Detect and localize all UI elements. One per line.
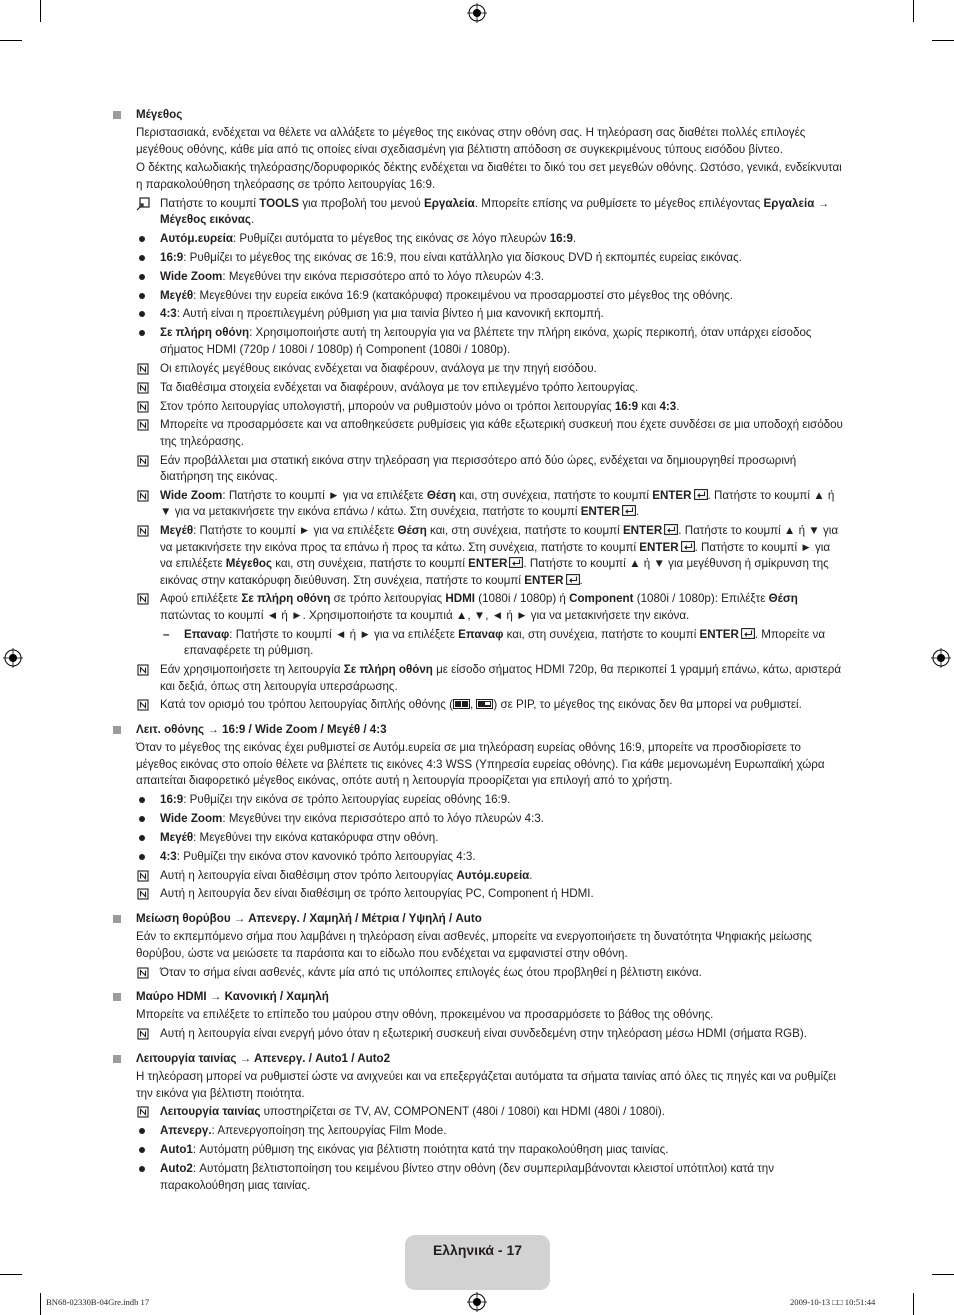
text-run: . Πατήστε το κουμπί ► για να επιλέξετε (160, 540, 831, 571)
note-icon (137, 382, 149, 394)
bullet-item (113, 231, 845, 247)
text-run: . (579, 573, 583, 587)
section-heading-text: Μέγεθος (136, 108, 183, 121)
section-heading-text: Μαύρο HDMI → Κανονική / Χαμηλή (136, 990, 329, 1003)
text-run: : Ρυθμίζει την εικόνα στον κανονικό τρόπο λειτουργίας 4:3. (176, 849, 476, 863)
section-heading (113, 107, 845, 123)
section-heading (113, 911, 845, 927)
manual-content (113, 107, 845, 1194)
crop-mark (932, 40, 954, 41)
bold-term: Λειτουργία ταινίας (160, 1105, 261, 1119)
note-item (113, 1104, 845, 1120)
dash-marker-icon: – (163, 627, 170, 641)
text-run: Κατά τον ορισμό του τρόπου λειτουργίας διπλής οθόνης ( (160, 698, 453, 712)
text-run: . (676, 399, 680, 413)
body-paragraph: Όταν το μέγεθος της εικόνας έχει ρυθμιστεί σε Αυτόμ.ευρεία σε μια τηλεόραση ευρείας οθόνης 16:9, μπορείτε να προσδιορίσετε το μέγεθος εικόνας στο οποίο θέλετε να βλέπετε τις εικόνες 4:3 WSS (Υπηρεσία ευρείας οθόνης). Για κάθε μεμονωμένη Ευρωπαϊκή χώρα απαιτείται διαφορετικό μέγεθος εικόνας, οπότε αυτή η λειτουργία προορίζεται για επιλογή από το χρήστη. (136, 741, 825, 788)
text-run: . (529, 868, 533, 882)
body-paragraph: Περιστασιακά, ενδέχεται να θέλετε να αλλάξετε το μέγεθος της εικόνας στην οθόνη σας. Η τηλεόραση σας διαθέτει πολλές επιλογές μεγέθους οθόνης, κάθε μία από τις οποίες είναι σχεδιασμένη για βέλτιστη απόδοση σε συγκεκριμένους τύπους εισόδου βίντεο. (136, 126, 806, 156)
text-run: . (572, 231, 577, 245)
note-icon (137, 699, 149, 711)
bold-term: Μεγέθ (160, 524, 194, 538)
text-run: και (638, 399, 660, 413)
bold-term: Auto1 (160, 1143, 193, 1157)
enter-icon (694, 489, 708, 500)
text-run: Αφού επιλέξετε (160, 592, 242, 606)
text-run: : Πατήστε το κουμπί ► για να επιλέξετε (193, 524, 398, 538)
text-run: . Πατήστε το κουμπί ▲ ή ▼ για να μετακινήσετε την εικόνα επάνω / κάτω. Στη συνέχεια, πατήστε το κουμπί (160, 489, 835, 519)
text-run: : Ρυθμίζει την εικόνα σε τρόπο λειτουργίας ευρείας οθόνης 16:9. (183, 792, 511, 806)
text-run: : Πατήστε το κουμπί ◄ ή ► για να επιλέξετε (229, 627, 459, 641)
text-run: Μπορείτε να προσαρμόσετε και να αποθηκεύσετε ρυθμίσεις για κάθε εξωτερική συσκευή που έχετε συνδέσει σε μια υποδοχή εισόδου της τηλεόρασης. (160, 418, 843, 448)
bold-term: Component (569, 592, 634, 606)
note-item (113, 965, 845, 981)
pip-inset-icon (476, 699, 493, 709)
text-run: Αυτή η λειτουργία είναι ενεργή μόνο όταν η εξωτερική συσκευή είναι συνδεδεμένη στην τηλεόραση μέσω HDMI (σήματα RGB). (160, 1027, 807, 1041)
bold-term: Θέση (768, 592, 798, 606)
text-run: : Ρυθμίζει το μέγεθος της εικόνας σε 16:9, που είναι κατάλληλο για δίσκους DVD ή εκπομπές ευρείας εικόνας. (183, 250, 742, 264)
text-run: και, στη συνέχεια, πατήστε το κουμπί (503, 627, 700, 641)
crop-mark (0, 40, 22, 41)
crop-mark (40, 1293, 41, 1315)
bold-term: ENTER (639, 540, 679, 554)
note-icon (137, 525, 149, 537)
text-run: : Απενεργοποίηση της λειτουργίας Film Mode. (211, 1124, 447, 1138)
enter-icon (681, 541, 695, 552)
registration-mark-icon (467, 3, 487, 23)
note-icon (137, 490, 149, 502)
bold-term: Σε πλήρη οθόνη (343, 663, 433, 677)
bullet-item (113, 849, 845, 865)
bold-term: 16:9 (160, 792, 184, 806)
bold-term: Θέση (426, 489, 457, 503)
bold-term: 16:9 (549, 231, 573, 245)
text-run: : Αυτόματη ρύθμιση της εικόνας για βέλτιστη ποιότητα κατά την παρακολούθηση μιας ταινίας. (192, 1143, 669, 1157)
text-run: : Μεγεθύνει την εικόνα κατακόρυφα στην οθόνη. (193, 830, 439, 844)
note-item (113, 1026, 845, 1042)
text-run: . Πατήστε το κουμπί ▲ ή ▼ για να μετακινήσετε την εικόνα προς τα επάνω ή προς τα κάτω. Στη συνέχεια, πατήστε το κουμπί (160, 524, 839, 554)
text-run: με είσοδο σήματος HDMI 720p, θα περικοπεί 1 γραμμή επάνω, κάτω, αριστερά και δεξιά, όπως στη λειτουργία υπερσάρωσης. (160, 663, 842, 693)
bullet-item (113, 325, 845, 358)
note-icon (137, 419, 149, 431)
bullet-dot-icon (139, 236, 145, 242)
text-run: : Αυτή είναι η προεπιλεγμένη ρύθμιση για μια ταινία βίντεο ή μια κανονική εκπομπή. (176, 307, 604, 321)
text-run: Στον τρόπο λειτουργίας υπολογιστή, μπορούν να ρυθμιστούν μόνο οι τρόποι λειτουργίας (160, 399, 615, 413)
registration-mark-icon (3, 648, 23, 668)
body-paragraph: Μπορείτε να επιλέξετε το επίπεδο του μαύρου στην οθόνη, προκειμένου να προσαρμόσετε το βάθος της οθόνης. (136, 1008, 714, 1022)
bold-term: HDMI (445, 592, 475, 606)
text-run: υποστηρίζεται σε TV, AV, COMPONENT (480i / 1080i) και HDMI (480i / 1080i). (260, 1105, 665, 1119)
note-icon (137, 870, 149, 882)
enter-icon (664, 524, 678, 535)
enter-icon (509, 557, 523, 568)
note-item (113, 591, 845, 624)
bold-term: ENTER (580, 505, 620, 519)
bullet-dot-icon (139, 1147, 145, 1153)
section-heading-text: Μείωση θορύβου → Απενεργ. / Χαμηλή / Μέτρια / Υψηλή / Auto (136, 911, 482, 925)
text-run: Εάν προβάλλεται μια στατική εικόνα στην τηλεόραση για περισσότερο από δύο ώρες, ενδέχεται να δημιουργηθεί προσωρινή διατήρηση της εικόνας. (160, 453, 797, 484)
text-run: Πατήστε το κουμπί (160, 196, 260, 210)
enter-icon (566, 574, 580, 585)
text-run: (1080i / 1080p) ή (474, 592, 570, 606)
bold-term: Wide Zoom (160, 489, 223, 503)
text-run: : Μεγεθύνει την εικόνα περισσότερο από το λόγο πλευρών 4:3. (222, 811, 545, 825)
text-run: . Μπορείτε να επαναφέρετε τη ρύθμιση. (184, 627, 826, 658)
bold-term: ENTER (622, 524, 663, 538)
body-paragraph: Ο δέκτης καλωδιακής τηλεόρασης/δορυφορικός δέκτης ενδέχεται να διαθέτει το δικό του σετ μεγεθών οθόνης. Ωστόσο, γενικά, ενδείκνυται η παρακολούθηση τηλεόρασης σε τρόπο λειτουργίας 16:9. (136, 161, 842, 191)
bold-term: 4:3 (160, 849, 177, 863)
bullet-dot-icon (139, 835, 145, 841)
note-item (113, 662, 845, 695)
bullet-dot-icon (139, 854, 145, 860)
bold-term: Επαναφ (458, 627, 504, 641)
bullet-dot-icon (139, 1166, 145, 1172)
text-run: και, στη συνέχεια, πατήστε το κουμπί (456, 489, 653, 503)
bullet-item (113, 250, 845, 266)
text-run: και, στη συνέχεια, πατήστε το κουμπί (426, 524, 623, 538)
bold-term: TOOLS (259, 196, 299, 210)
bullet-dot-icon (139, 330, 145, 336)
text-run: Όταν το σήμα είναι ασθενές, κάντε μία από τις υπόλοιπες επιλογές έως ότου προβληθεί η βέλτιστη εικόνα. (160, 965, 702, 979)
note-icon (137, 888, 149, 900)
pip-split-icon (453, 699, 470, 709)
bullet-dot-icon (139, 816, 145, 822)
body-paragraph: Εάν το εκπεμπόμενο σήμα που λαμβάνει η τηλεόραση είναι ασθενές, μπορείτε να ενεργοποιήσετε τη δυνατότητα Ψηφιακής μείωσης θορύβου, ώστε να μειώσετε τα παράσιτα και το είδωλο που ενδέχεται να εμφανιστεί στην οθόνη. (136, 930, 812, 960)
text-run: , (469, 698, 477, 712)
bold-term: Μεγέθ (160, 830, 194, 844)
bullet-item (113, 1161, 845, 1194)
bullet-item (113, 269, 845, 285)
enter-icon (741, 628, 755, 639)
bold-term: 16:9 (160, 250, 184, 264)
note-icon (137, 593, 149, 605)
text-run: . Μπορείτε επίσης να ρυθμίσετε το μέγεθος επιλέγοντας (474, 196, 764, 210)
bold-term: Μεγέθ (160, 288, 194, 302)
text-run: Οι επιλογές μεγέθους εικόνας ενδέχεται να διαφέρουν, ανάλογα με την πηγή εισόδου. (160, 361, 597, 375)
note-item (113, 488, 845, 521)
bold-term: Εργαλεία (423, 196, 475, 210)
bold-term: 16:9 (614, 399, 639, 413)
bullet-item (113, 830, 845, 846)
tools-icon (136, 197, 150, 211)
square-bullet-icon (113, 993, 121, 1001)
section-heading-text: Λειτουργία ταινίας → Απενεργ. / Auto1 / Auto2 (136, 1051, 391, 1065)
bold-term: ENTER (468, 557, 508, 571)
crop-mark (932, 1274, 954, 1275)
text-run: . (250, 212, 255, 226)
note-icon (137, 1106, 149, 1118)
bold-term: Απενεργ. (160, 1124, 212, 1138)
text-run: : Αυτόματη βελτιστοποίηση του κειμένου βίντεο στην οθόνη (δεν συμπεριλαμβάνονται κλειστοί υπότιτλοι) κατά την παρακολούθηση μιας ταινίας. (160, 1162, 775, 1192)
text-run: σε τρόπο λειτουργίας (330, 592, 446, 606)
note-item (113, 380, 845, 396)
text-run: . Πατήστε το κουμπί ▲ ή ▼ για μεγέθυνση ή σμίκρυνση της εικόνας στην κατακόρυφη διεύθυνση. Στη συνέχεια, πατήστε το κουμπί (160, 557, 829, 587)
square-bullet-icon (113, 915, 121, 923)
crop-mark (0, 1274, 22, 1275)
bold-term: Wide Zoom (160, 269, 223, 283)
enter-icon (622, 505, 636, 516)
dash-item (113, 627, 845, 660)
bold-term: ENTER (652, 489, 692, 503)
note-icon (137, 967, 149, 979)
note-item (113, 417, 845, 450)
page-number: Ελληνικά - 17 (432, 1242, 523, 1258)
tool-item (113, 196, 845, 229)
bullet-dot-icon (139, 797, 145, 803)
bold-term: Μέγεθος (225, 557, 272, 571)
note-icon (137, 401, 149, 413)
bold-term: Επαναφ (184, 627, 230, 641)
text-run: Αυτή η λειτουργία δεν είναι διαθέσιμη σε τρόπο λειτουργίας PC, Component ή HDMI. (160, 887, 594, 901)
square-bullet-icon (113, 111, 121, 119)
bold-term: ENTER (524, 573, 564, 587)
body-paragraph: Η τηλεόραση μπορεί να ρυθμιστεί ώστε να ανιχνεύει και να επεξεργάζεται αυτόματα τα σήματα ταινίας από όλες τις πηγές και να ρυθμίζει την εικόνα για βέλτιστη ποιότητα. (136, 1070, 836, 1100)
bullet-item (113, 811, 845, 827)
section-heading (113, 989, 845, 1005)
note-item (113, 886, 845, 902)
text-run: . (635, 505, 640, 519)
bullet-item (113, 1142, 845, 1158)
text-run: και, στη συνέχεια, πατήστε το κουμπί (271, 557, 469, 571)
bold-term: Σε πλήρη οθόνη (241, 592, 331, 606)
text-run: : Μεγεθύνει την εικόνα περισσότερο από το λόγο πλευρών 4:3. (222, 269, 545, 283)
bullet-item (113, 288, 845, 304)
bullet-dot-icon (139, 1128, 145, 1134)
bold-term: Εργαλεία → Μέγεθος εικόνας (160, 196, 830, 226)
square-bullet-icon (113, 726, 121, 734)
bullet-item (113, 792, 845, 808)
square-bullet-icon (113, 1055, 121, 1063)
bullet-dot-icon (139, 293, 145, 299)
bold-term: ENTER (699, 627, 739, 641)
section-heading (113, 1051, 845, 1067)
text-run: : Μεγεθύνει την ευρεία εικόνα 16:9 (κατακόρυφα) προκειμένου να προσαρμοστεί στο μέγεθος της οθόνης. (193, 288, 734, 302)
text-run: (1080i / 1080p): Επιλέξτε (633, 592, 769, 606)
crop-mark (913, 0, 914, 22)
text-run: ) σε PIP, το μέγεθος της εικόνας δεν θα μπορεί να ρυθμιστεί. (493, 698, 802, 712)
imprint-file: BN68-02330B-04Gre.indb 17 (46, 1297, 150, 1307)
text-run: Τα διαθέσιμα στοιχεία ενδέχεται να διαφέρουν, ανάλογα με τον επιλεγμένο τρόπο λειτουργίας. (160, 380, 639, 394)
note-item (113, 697, 845, 713)
text-run: : Ρυθμίζει αυτόματα το μέγεθος της εικόνας σε λόγο πλευρών (232, 231, 550, 245)
bold-term: Σε πλήρη οθόνη (160, 326, 250, 340)
text-run: για προβολή του μενού (298, 196, 424, 210)
text-run: : Χρησιμοποιήστε αυτή τη λειτουργία για να βλέπετε την πλήρη εικόνα, χωρίς περικοπή, όταν υπάρχει είσοδος σήματος HDMI (720p / 1080i / 1080p) ή Component (1080i / 1080p). (160, 326, 812, 356)
bold-term: 4:3 (659, 399, 677, 413)
text-run: πατώντας το κουμπί ◄ ή ►. Χρησιμοποιήστε τα κουμπιά ▲, ▼, ◄ ή ► για να μετακινήσετε την εικόνα. (160, 608, 690, 622)
imprint-date: 2009-10-13 □□ 10:51:44 (790, 1297, 876, 1307)
note-icon (137, 363, 149, 375)
text-run: Αυτή η λειτουργία είναι διαθέσιμη στον τρόπο λειτουργίας (160, 868, 457, 882)
bold-term: Wide Zoom (160, 811, 223, 825)
note-item (113, 399, 845, 415)
note-item (113, 523, 845, 589)
crop-mark (913, 1293, 914, 1315)
note-item (113, 868, 845, 884)
registration-mark-icon (931, 648, 951, 668)
section-heading (113, 722, 845, 738)
note-icon (137, 1028, 149, 1040)
registration-mark-icon (467, 1292, 487, 1312)
bullet-dot-icon (139, 311, 145, 317)
bold-term: Αυτόμ.ευρεία (160, 231, 233, 245)
bullet-dot-icon (139, 255, 145, 261)
bold-term: Auto2 (160, 1162, 193, 1176)
note-item (113, 361, 845, 377)
crop-mark (40, 0, 41, 22)
note-icon (137, 664, 149, 676)
text-run: Εάν χρησιμοποιήσετε τη λειτουργία (160, 663, 344, 677)
text-run: : Πατήστε το κουμπί ► για να επιλέξετε (222, 489, 427, 503)
note-item (113, 453, 845, 486)
bold-term: Θέση (397, 524, 427, 538)
bold-term: Αυτόμ.ευρεία (456, 868, 530, 882)
bullet-dot-icon (139, 274, 145, 280)
bullet-item (113, 306, 845, 322)
bullet-item (113, 1123, 845, 1139)
section-heading-text: Λειτ. οθόνης → 16:9 / Wide Zoom / Μεγέθ / 4:3 (136, 722, 387, 736)
note-icon (137, 455, 149, 467)
bold-term: 4:3 (160, 307, 177, 321)
